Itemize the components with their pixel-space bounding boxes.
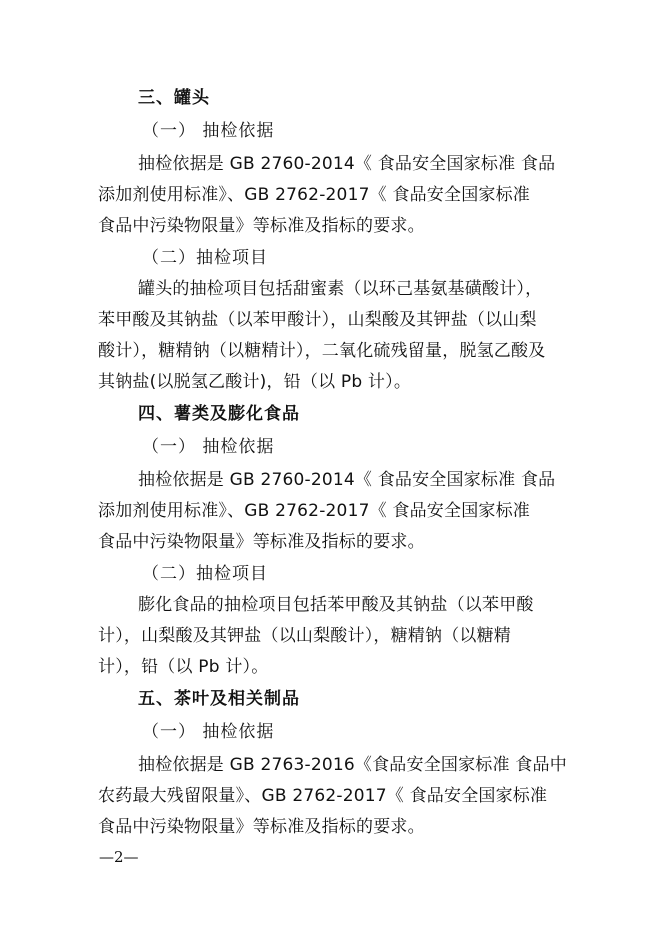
page-number: —2— [99, 848, 139, 866]
paragraph-line: 计），山梨酸及其钾盐（以山梨酸计），糖精钠（以糖精 [98, 626, 511, 646]
paragraph-line: 罐头的抽检项目包括甜蜜素（以环己基氨基磺酸计）， [138, 279, 543, 299]
paragraph-line: 抽检依据是 GB 2760-2014《 食品安全国家标准 食品 [138, 470, 556, 490]
paragraph-line: 计），铅（以 Pb 计）。 [98, 657, 269, 677]
subsection-heading: （一） 抽检依据 [142, 722, 275, 742]
subsection-heading: （一） 抽检依据 [142, 437, 275, 457]
paragraph-line: 添加剂使用标准》、GB 2762-2017《 食品安全国家标准 [98, 501, 531, 521]
section-title: 三、罐头 [138, 88, 210, 108]
subsection-heading: （二）抽检项目 [142, 248, 268, 268]
subsection-heading: （一） 抽检依据 [142, 121, 275, 141]
section-title: 四、薯类及膨化食品 [138, 404, 300, 424]
paragraph-line: 其钠盐(以脱氢乙酸计)，铅（以 Pb 计）。 [98, 372, 412, 392]
paragraph-line: 食品中污染物限量》等标准及指标的要求。 [98, 817, 425, 837]
subsection-heading: （二）抽检项目 [142, 564, 268, 584]
paragraph-line: 酸计），糖精钠（以糖精计），二氧化硫残留量，脱氢乙酸及 [98, 341, 546, 361]
section-title: 五、茶叶及相关制品 [138, 689, 300, 709]
paragraph-line: 苯甲酸及其钠盐（以苯甲酸计），山梨酸及其钾盐（以山梨 [98, 310, 537, 330]
paragraph-line: 农药最大残留限量》、GB 2762-2017《 食品安全国家标准 [98, 786, 548, 806]
paragraph-line: 抽检依据是 GB 2763-2016《食品安全国家标准 食品中 [138, 755, 567, 775]
paragraph-line: 膨化食品的抽检项目包括苯甲酸及其钠盐（以苯甲酸 [138, 595, 534, 615]
paragraph-line: 食品中污染物限量》等标准及指标的要求。 [98, 532, 425, 552]
paragraph-line: 食品中污染物限量》等标准及指标的要求。 [98, 216, 425, 236]
paragraph-line: 抽检依据是 GB 2760-2014《 食品安全国家标准 食品 [138, 154, 556, 174]
paragraph-line: 添加剂使用标准》、GB 2762-2017《 食品安全国家标准 [98, 185, 531, 205]
